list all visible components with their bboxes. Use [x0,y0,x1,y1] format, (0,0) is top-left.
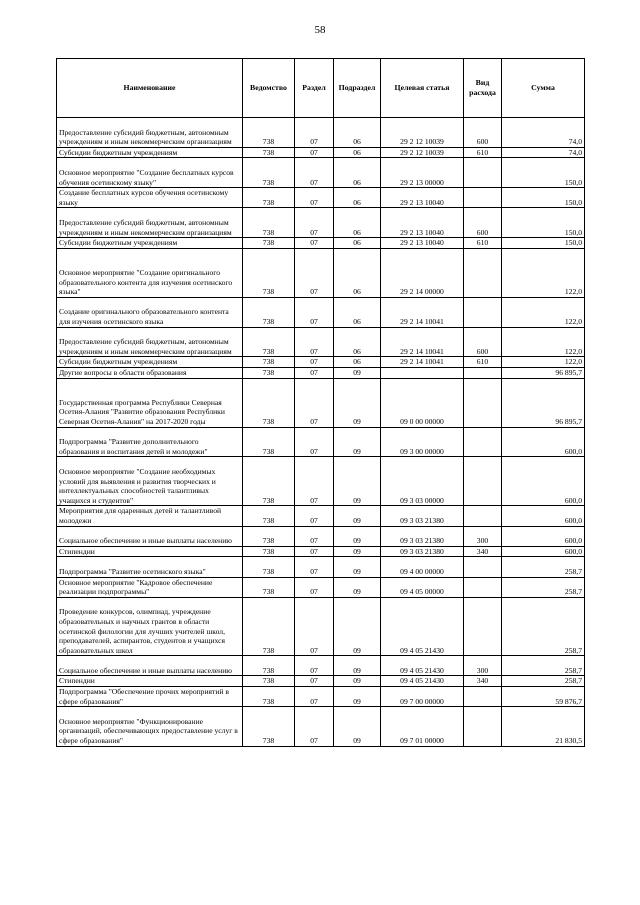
table-row [57,208,585,238]
row-celevaya-statya: 09 7 01 00000 [381,707,464,746]
table-body [57,118,585,747]
row-vid-rashoda [464,297,502,327]
row-summa: 96 895,7 [502,378,585,427]
budget-table [56,58,585,747]
row-name: Предоставление субсидий бюджетным, автономным учреждениям и иным некоммерческим организациям [57,327,243,357]
row-celevaya-statya [381,367,464,378]
row-summa: 258,7 [502,557,585,577]
row-vedomstvo: 738 [243,557,295,577]
row-celevaya-statya: 09 4 05 00000 [381,577,464,597]
row-summa: 122,0 [502,297,585,327]
row-vedomstvo: 738 [243,506,295,526]
row-vedomstvo: 738 [243,248,295,297]
row-podrazdel: 06 [334,327,381,357]
row-celevaya-statya: 09 3 03 00000 [381,457,464,506]
row-vedomstvo: 738 [243,297,295,327]
row-vid-rashoda: 610 [464,147,502,158]
row-vedomstvo: 738 [243,118,295,148]
row-vid-rashoda [464,457,502,506]
row-razdel: 07 [295,506,334,526]
row-podrazdel: 09 [334,506,381,526]
row-vedomstvo: 738 [243,238,295,249]
row-podrazdel: 09 [334,577,381,597]
row-vid-rashoda [464,427,502,457]
row-summa: 600,0 [502,506,585,526]
row-celevaya-statya: 29 2 14 00000 [381,248,464,297]
row-celevaya-statya: 09 4 00 00000 [381,557,464,577]
row-name: Мероприятия для одаренных детей и талантливой молодежи [57,506,243,526]
table-row [57,158,585,188]
row-summa: 258,7 [502,676,585,687]
row-vid-rashoda [464,707,502,746]
row-podrazdel: 06 [334,208,381,238]
row-vid-rashoda: 300 [464,526,502,546]
table-row [57,297,585,327]
row-summa: 74,0 [502,118,585,148]
table-row [57,147,585,158]
header-row [57,59,585,118]
row-razdel: 07 [295,367,334,378]
row-vid-rashoda: 600 [464,118,502,148]
row-vedomstvo: 738 [243,427,295,457]
row-summa: 96 895,7 [502,367,585,378]
row-celevaya-statya: 29 2 12 10039 [381,118,464,148]
row-vid-rashoda: 340 [464,676,502,687]
row-summa: 150,0 [502,208,585,238]
row-name: Создание бесплатных курсов обучения осетинскому языку [57,188,243,208]
row-vedomstvo: 738 [243,577,295,597]
row-podrazdel: 09 [334,378,381,427]
row-vid-rashoda [464,687,502,707]
table-row [57,687,585,707]
page-number: 58 [314,24,326,36]
table-row [57,248,585,297]
row-vid-rashoda: 340 [464,546,502,557]
row-vid-rashoda [464,188,502,208]
table-row [57,597,585,656]
row-vid-rashoda [464,557,502,577]
table-row [57,457,585,506]
row-podrazdel: 06 [334,357,381,368]
row-summa: 258,7 [502,656,585,676]
row-vid-rashoda [464,597,502,656]
row-name: Социальное обеспечение и иные выплаты населению [57,526,243,546]
row-vid-rashoda [464,158,502,188]
row-celevaya-statya: 09 4 05 21430 [381,676,464,687]
row-summa: 59 876,7 [502,687,585,707]
row-summa: 74,0 [502,147,585,158]
row-podrazdel: 09 [334,427,381,457]
row-celevaya-statya: 29 2 13 10040 [381,208,464,238]
row-name: Социальное обеспечение и иные выплаты населению [57,656,243,676]
table-row [57,327,585,357]
row-summa: 600,0 [502,546,585,557]
row-name: Стипендии [57,546,243,557]
row-vedomstvo: 738 [243,378,295,427]
row-name: Предоставление субсидий бюджетным, автономным учреждениям и иным некоммерческим организациям [57,118,243,148]
row-summa: 600,0 [502,526,585,546]
row-podrazdel: 09 [334,526,381,546]
row-name: Стипендии [57,676,243,687]
row-vid-rashoda: 610 [464,238,502,249]
header-vid-rashoda: Вид расхода [464,59,502,118]
row-podrazdel: 06 [334,118,381,148]
row-podrazdel: 06 [334,147,381,158]
row-podrazdel: 09 [334,546,381,557]
row-razdel: 07 [295,188,334,208]
row-name: Другие вопросы в области образования [57,367,243,378]
row-podrazdel: 09 [334,597,381,656]
row-celevaya-statya: 29 2 14 10041 [381,297,464,327]
row-razdel: 07 [295,327,334,357]
row-vedomstvo: 738 [243,327,295,357]
row-name: Субсидии бюджетным учреждениям [57,147,243,158]
row-celevaya-statya: 09 3 00 00000 [381,427,464,457]
header-summa: Сумма [502,59,585,118]
table-row [57,357,585,368]
table-row [57,367,585,378]
row-celevaya-statya: 29 2 14 10041 [381,327,464,357]
row-vedomstvo: 738 [243,656,295,676]
header-name: Наименование [57,59,243,118]
row-razdel: 07 [295,378,334,427]
row-razdel: 07 [295,687,334,707]
row-name: Основное мероприятие "Функционирование организаций, обеспечивающих предоставление услуг в сфере образования" [57,707,243,746]
header-vedomstvo: Ведомство [243,59,295,118]
row-razdel: 07 [295,707,334,746]
table-row [57,188,585,208]
row-vedomstvo: 738 [243,367,295,378]
row-podrazdel: 06 [334,158,381,188]
row-razdel: 07 [295,656,334,676]
row-razdel: 07 [295,158,334,188]
table-row [57,577,585,597]
row-podrazdel: 06 [334,248,381,297]
row-razdel: 07 [295,676,334,687]
row-vedomstvo: 738 [243,357,295,368]
row-summa: 122,0 [502,357,585,368]
row-razdel: 07 [295,597,334,656]
row-razdel: 07 [295,238,334,249]
row-podrazdel: 09 [334,457,381,506]
table-row [57,557,585,577]
row-podrazdel: 09 [334,676,381,687]
row-celevaya-statya: 09 3 03 21380 [381,546,464,557]
row-podrazdel: 09 [334,367,381,378]
table-row [57,506,585,526]
header-celevaya-statya: Целевая статья [381,59,464,118]
row-podrazdel: 09 [334,557,381,577]
row-summa: 122,0 [502,327,585,357]
row-razdel: 07 [295,526,334,546]
row-name: Основное мероприятие "Создание оригинального образовательного контента для изучения осетинского языка" [57,248,243,297]
row-vedomstvo: 738 [243,457,295,506]
row-podrazdel: 09 [334,656,381,676]
row-vid-rashoda: 610 [464,357,502,368]
row-celevaya-statya: 29 2 12 10039 [381,147,464,158]
row-summa: 258,7 [502,577,585,597]
row-name: Подпрограмма "Обеспечение прочих мероприятий в сфере образования" [57,687,243,707]
table-row [57,546,585,557]
row-vedomstvo: 738 [243,147,295,158]
row-vedomstvo: 738 [243,687,295,707]
row-vid-rashoda: 600 [464,327,502,357]
row-vid-rashoda: 600 [464,208,502,238]
table-row [57,707,585,746]
row-podrazdel: 06 [334,297,381,327]
row-name: Подпрограмма "Развитие дополнительного образования и воспитания детей и молодежи" [57,427,243,457]
row-summa: 122,0 [502,248,585,297]
row-celevaya-statya: 09 4 05 21430 [381,597,464,656]
row-vid-rashoda [464,506,502,526]
table-row [57,118,585,148]
table-row [57,526,585,546]
row-razdel: 07 [295,118,334,148]
row-vedomstvo: 738 [243,208,295,238]
row-razdel: 07 [295,248,334,297]
row-summa: 150,0 [502,188,585,208]
row-podrazdel: 09 [334,707,381,746]
row-podrazdel: 06 [334,238,381,249]
row-name: Предоставление субсидий бюджетным, автономным учреждениям и иным некоммерческим организациям [57,208,243,238]
row-celevaya-statya: 09 0 00 00000 [381,378,464,427]
row-razdel: 07 [295,557,334,577]
row-name: Создание оригинального образовательного контента для изучения осетинского языка [57,297,243,327]
row-name: Основное мероприятие "Создание бесплатных курсов обучения осетинскому языку" [57,158,243,188]
table-row [57,656,585,676]
row-razdel: 07 [295,577,334,597]
row-celevaya-statya: 29 2 13 10040 [381,188,464,208]
row-name: Проведение конкурсов, олимпиад, учреждение образовательных и научных грантов в области осетинской филологии для лучших учителей школ, преподавателей, аспирантов, студентов и учащихся образовательных школ [57,597,243,656]
table-row [57,427,585,457]
row-vid-rashoda [464,367,502,378]
row-celevaya-statya: 09 3 03 21380 [381,526,464,546]
row-vedomstvo: 738 [243,526,295,546]
row-razdel: 07 [295,297,334,327]
row-name: Государственная программа Республики Северная Осетия-Алания "Развитие образования Республики Северная Осетия-Алания" на 2017-2020 годы [57,378,243,427]
row-name: Субсидии бюджетным учреждениям [57,357,243,368]
row-razdel: 07 [295,147,334,158]
row-razdel: 07 [295,208,334,238]
row-name: Основное мероприятие "Создание необходимых условий для выявления и развития творческих и интеллектуальных способностей талантливых учащихся и студентов" [57,457,243,506]
row-razdel: 07 [295,357,334,368]
row-vedomstvo: 738 [243,158,295,188]
row-vid-rashoda [464,248,502,297]
row-vedomstvo: 738 [243,676,295,687]
row-podrazdel: 09 [334,687,381,707]
row-vedomstvo: 738 [243,188,295,208]
row-vedomstvo: 738 [243,597,295,656]
row-razdel: 07 [295,427,334,457]
row-summa: 21 830,5 [502,707,585,746]
row-summa: 150,0 [502,238,585,249]
header-podrazdel: Подраздел [334,59,381,118]
table-row [57,378,585,427]
row-name: Подпрограмма "Развитие осетинского языка" [57,557,243,577]
row-vedomstvo: 738 [243,707,295,746]
row-vid-rashoda [464,378,502,427]
row-summa: 258,7 [502,597,585,656]
header-razdel: Раздел [295,59,334,118]
row-celevaya-statya: 09 4 05 21430 [381,656,464,676]
row-summa: 600,0 [502,457,585,506]
row-vedomstvo: 738 [243,546,295,557]
row-summa: 600,0 [502,427,585,457]
row-celevaya-statya: 29 2 13 10040 [381,238,464,249]
row-name: Субсидии бюджетным учреждениям [57,238,243,249]
table-row [57,676,585,687]
row-vid-rashoda: 300 [464,656,502,676]
table-row [57,238,585,249]
row-podrazdel: 06 [334,188,381,208]
row-celevaya-statya: 29 2 14 10041 [381,357,464,368]
row-razdel: 07 [295,457,334,506]
row-celevaya-statya: 09 7 00 00000 [381,687,464,707]
row-name: Основное мероприятие "Кадровое обеспечение реализации подпрограммы" [57,577,243,597]
row-razdel: 07 [295,546,334,557]
row-vid-rashoda [464,577,502,597]
row-celevaya-statya: 09 3 03 21380 [381,506,464,526]
row-celevaya-statya: 29 2 13 00000 [381,158,464,188]
row-summa: 150,0 [502,158,585,188]
